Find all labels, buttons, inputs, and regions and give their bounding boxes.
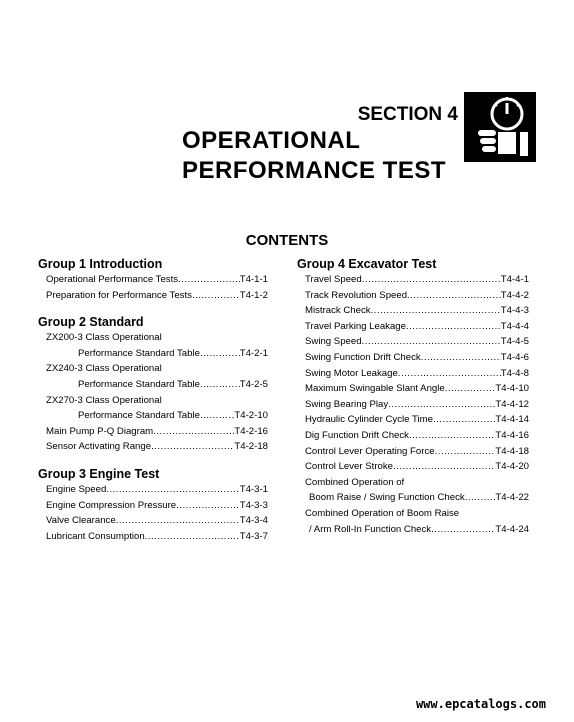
toc-leader-dots: [200, 408, 234, 424]
toc-entry[interactable]: [38, 393, 268, 409]
toc-leader-dots: [106, 482, 239, 498]
toc-entry[interactable]: [297, 522, 529, 538]
toc-entry[interactable]: [38, 288, 268, 304]
toc-entry-page: T4-4-5: [500, 336, 529, 348]
toc-entry-label: Boom Raise / Swing Function Check: [309, 492, 465, 504]
toc-leader-dots: [176, 498, 240, 514]
toc-group-heading: Group 3 Engine Test: [38, 466, 160, 481]
toc-entry[interactable]: [38, 498, 268, 514]
toc-entry-page: T4-4-1: [500, 274, 529, 285]
toc-entry-page: T4-2-16: [234, 425, 268, 437]
toc-leader-dots: [445, 381, 496, 397]
toc-entry-page: T4-4-16: [495, 429, 529, 441]
toc-entry-page: T4-4-20: [495, 461, 529, 473]
toc-entry-page: T4-1-2: [239, 289, 268, 301]
toc-entry-page: T4-2-1: [239, 347, 268, 359]
toc-entry-page: T4-4-18: [495, 445, 529, 457]
toc-entry-label: Hydraulic Cylinder Cycle Time: [305, 414, 433, 426]
toc-entry[interactable]: [38, 272, 268, 288]
toc-entry-label: Sensor Activating Range: [46, 441, 152, 453]
contents-heading: CONTENTS: [245, 232, 329, 249]
toc-leader-dots: [431, 522, 495, 538]
toc-entry-label: Control Lever Operating Force: [305, 445, 435, 457]
toc-right-column: [297, 257, 529, 537]
toc-entry[interactable]: [297, 506, 529, 522]
toc-entry-label: Dig Function Drift Check: [305, 429, 409, 441]
toc-leader-dots: [151, 439, 234, 455]
toc-leader-dots: [388, 397, 495, 413]
toc-entry-label: Swing Bearing Play: [305, 398, 389, 410]
toc-entry-label: Performance Standard Table: [78, 347, 200, 359]
toc-entry[interactable]: [38, 408, 268, 424]
toc-leader-dots: [371, 303, 501, 319]
toc-entry-page: T4-4-2: [500, 289, 529, 301]
toc-entry-page: T4-4-8: [500, 367, 529, 379]
toc-entry-label: Mistrack Check: [305, 305, 371, 317]
toc-group-heading: Group 2 Standard: [38, 315, 144, 330]
toc-leader-dots: [465, 490, 496, 506]
toc-entry-label: Travel Speed: [305, 274, 362, 285]
toc-entry[interactable]: [38, 346, 268, 362]
section-number: SECTION 4: [357, 104, 458, 125]
toc-entry-label: Swing Speed: [305, 336, 362, 348]
toc-entry-label: Engine Compression Pressure: [46, 499, 177, 511]
toc-entry-label: Main Pump P-Q Diagram: [46, 425, 154, 437]
toc-entry[interactable]: [297, 428, 529, 444]
toc-entry-label: Control Lever Stroke: [305, 461, 393, 473]
toc-entry[interactable]: [297, 288, 529, 304]
toc-entry-page: T4-4-24: [495, 523, 529, 535]
toc-entry-label: / Arm Roll-In Function Check: [309, 523, 432, 535]
title-line-2: PERFORMANCE TEST: [182, 157, 447, 184]
toc-leader-dots: [192, 288, 240, 304]
toc-leader-dots: [406, 319, 501, 335]
toc-entry[interactable]: [297, 412, 529, 428]
title-line-1: OPERATIONAL: [182, 127, 361, 154]
toc-entry-page: T4-3-1: [239, 483, 268, 495]
toc-entry-label: Lubricant Consumption: [46, 530, 145, 542]
toc-entry[interactable]: [297, 397, 529, 413]
toc-entry[interactable]: [38, 439, 268, 455]
toc-entry-page: T4-3-7: [239, 530, 268, 542]
toc-entry[interactable]: [297, 459, 529, 475]
toc-entry-label: Valve Clearance: [46, 515, 116, 527]
toc-entry[interactable]: [297, 319, 529, 335]
toc-entry[interactable]: [297, 475, 529, 491]
toc-entry[interactable]: [38, 513, 268, 529]
toc-entry-label: Preparation for Performance Tests: [46, 289, 192, 301]
toc-leader-dots: [200, 346, 240, 362]
toc-entry-label: Travel Parking Leakage: [305, 320, 406, 332]
toc-entry-page: T4-2-10: [234, 410, 268, 422]
footer-url: www.epcatalogs.com: [415, 697, 546, 711]
toc-entry-page: T4-1-1: [239, 274, 268, 285]
toc-left-column: [38, 257, 268, 544]
toc-entry-page: T4-4-12: [495, 398, 529, 410]
toc-entry-label: ZX200-3 Class Operational: [46, 332, 162, 344]
toc-leader-dots: [362, 272, 501, 288]
toc-entry-page: T4-3-3: [239, 499, 268, 511]
toc-entry-page: T4-4-4: [500, 320, 529, 332]
toc-entry[interactable]: [297, 303, 529, 319]
toc-leader-dots: [433, 412, 495, 428]
toc-leader-dots: [398, 366, 501, 382]
gauge-hand-icon: [464, 92, 536, 162]
toc-entry-label: ZX240-3 Class Operational: [46, 363, 162, 375]
toc-entry-page: T4-4-3: [500, 305, 529, 317]
toc-leader-dots: [435, 444, 496, 460]
toc-group-heading: Group 1 Introduction: [38, 257, 163, 271]
toc-entry-page: T4-4-6: [500, 351, 529, 363]
toc-entry-page: T4-2-5: [239, 378, 268, 390]
toc-entry[interactable]: [38, 529, 268, 545]
toc-leader-dots: [421, 350, 501, 366]
toc-group-heading: Group 4 Excavator Test: [297, 257, 437, 271]
toc-entry[interactable]: [297, 490, 529, 506]
toc-entry[interactable]: [297, 350, 529, 366]
toc-leader-dots: [153, 424, 234, 440]
toc-leader-dots: [200, 377, 240, 393]
toc-entry-page: T4-4-14: [495, 414, 529, 426]
toc-entry-label: Operational Performance Tests: [46, 274, 179, 285]
toc-leader-dots: [116, 513, 240, 529]
toc-entry[interactable]: [297, 272, 529, 288]
toc-entry[interactable]: [38, 424, 268, 440]
toc-entry[interactable]: [38, 377, 268, 393]
toc-entry-page: T4-4-10: [495, 383, 529, 395]
toc-entry-label: Track Revolution Speed: [305, 289, 408, 301]
toc-entry-label: Performance Standard Table: [78, 410, 200, 422]
toc-entry-page: T4-4-22: [495, 492, 529, 504]
toc-entry-label: Swing Function Drift Check: [305, 351, 421, 363]
toc-leader-dots: [178, 272, 240, 288]
toc-entry-page: T4-2-18: [234, 441, 268, 453]
toc-entry-page: T4-3-4: [239, 515, 268, 527]
toc-entry[interactable]: [297, 366, 529, 382]
toc-leader-dots: [393, 459, 495, 475]
toc-entry-label: ZX270-3 Class Operational: [46, 394, 162, 406]
toc-entry-label: Engine Speed: [46, 483, 107, 495]
toc-entry[interactable]: [38, 330, 268, 346]
toc-entry[interactable]: [297, 444, 529, 460]
toc-entry[interactable]: [38, 482, 268, 498]
toc-leader-dots: [145, 529, 240, 545]
toc-entry-label: Combined Operation of: [305, 476, 405, 488]
toc-leader-dots: [407, 288, 501, 304]
toc-leader-dots: [362, 334, 501, 350]
toc-leader-dots: [409, 428, 495, 444]
toc-entry-label: Maximum Swingable Slant Angle: [305, 383, 445, 395]
toc-entry-label: Swing Motor Leakage: [305, 367, 398, 379]
toc-entry[interactable]: [38, 361, 268, 377]
toc-entry[interactable]: [297, 334, 529, 350]
toc-entry-label: Performance Standard Table: [78, 378, 200, 390]
toc-entry-label: Combined Operation of Boom Raise: [305, 507, 460, 519]
toc-entry[interactable]: [297, 381, 529, 397]
